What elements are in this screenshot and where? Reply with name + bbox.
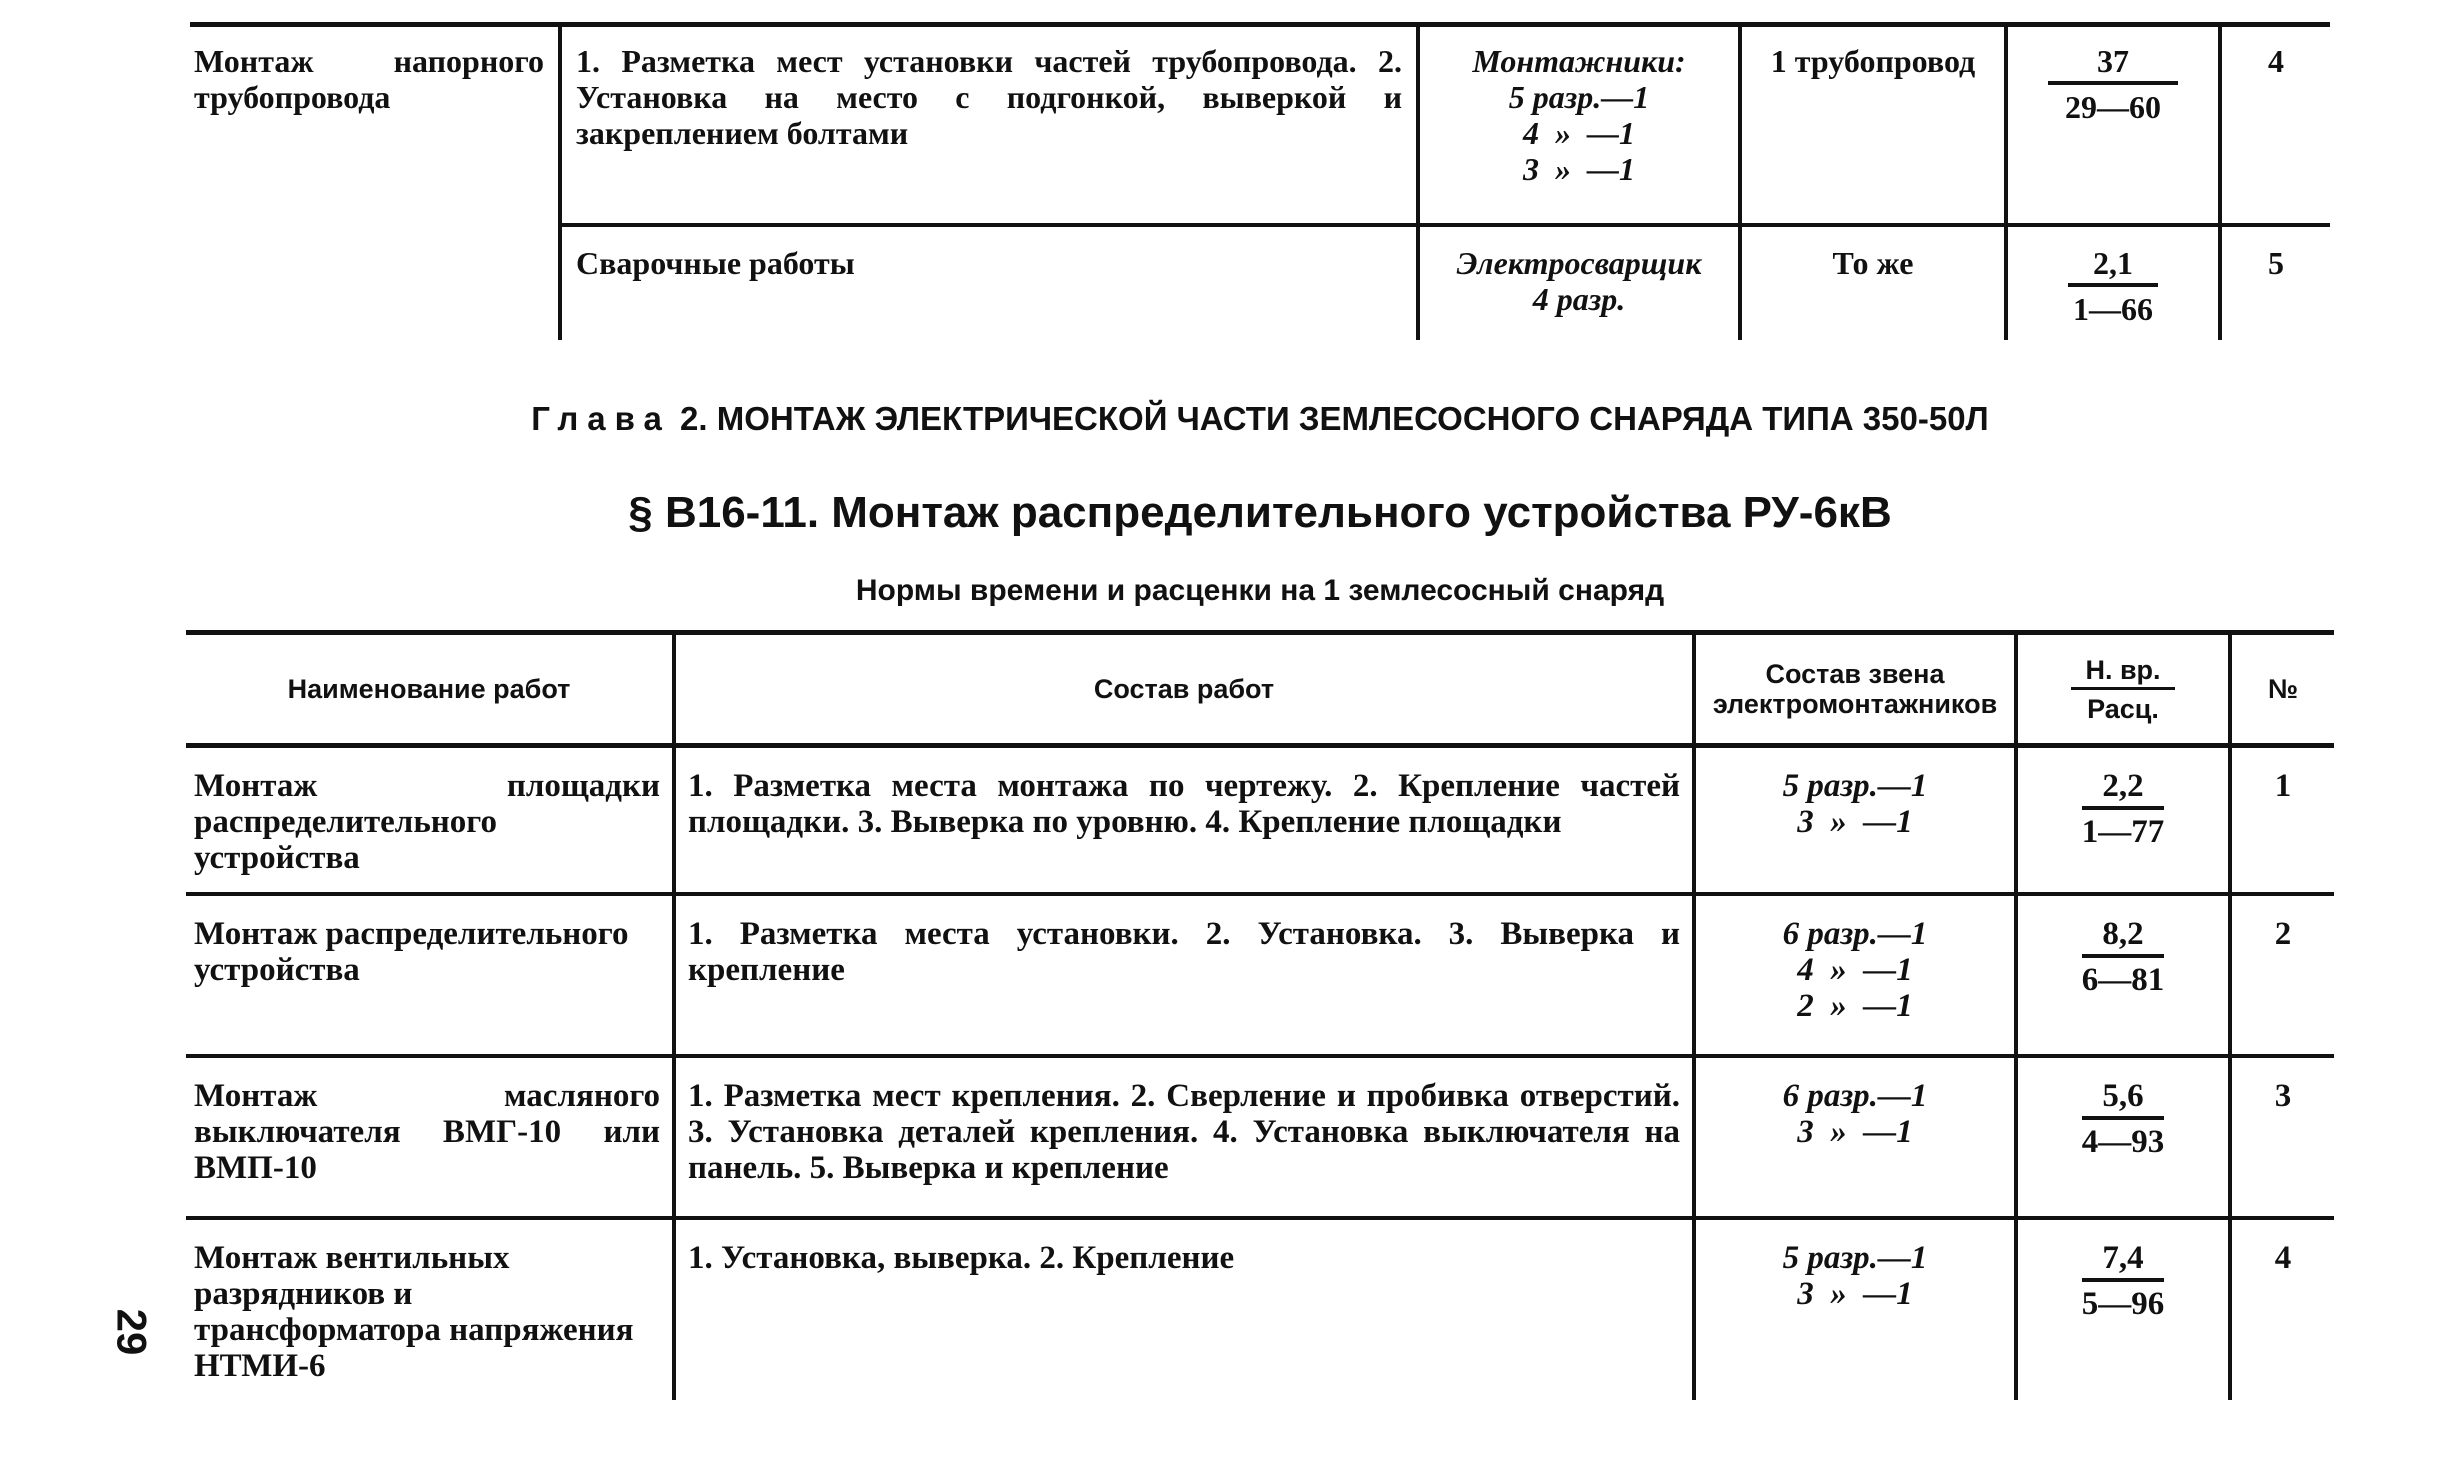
table-subtitle: Нормы времени и расценки на 1 землесосный снаряд <box>855 574 1665 607</box>
crew-line: 5 разр.—1 <box>1782 768 1928 804</box>
crew-title: Монтажники: <box>1472 43 1686 79</box>
price: 1—77 <box>2081 814 2165 850</box>
header-composition: Состав работ <box>674 633 1694 746</box>
price: 29—60 <box>2065 89 2161 125</box>
table-row <box>190 225 2330 340</box>
row-number: 3 <box>2230 1056 2334 1218</box>
norm-price <box>2016 746 2230 895</box>
work-name <box>190 225 560 340</box>
work-name: Монтаж вентильных разрядников и трансформатора напряжения НТМИ-6 <box>186 1218 674 1400</box>
header-price: Расц. <box>2087 693 2159 724</box>
chapter-lead: Глава <box>531 400 671 437</box>
work-composition: Сварочные работы <box>560 225 1418 340</box>
work-name: Монтаж распределительного устройства <box>186 894 674 1056</box>
crew-line: 4 разр. <box>1532 281 1626 317</box>
time-norm: 37 <box>2048 43 2178 85</box>
chapter-title: 2. МОНТАЖ ЭЛЕКТРИЧЕСКОЙ ЧАСТИ ЗЕМЛЕСОСНОГО СНАРЯДА ТИПА 350-50Л <box>680 400 1989 437</box>
price: 6—81 <box>2081 962 2165 998</box>
crew-line: 2 » —1 <box>1797 988 1913 1024</box>
norm-price <box>2016 1218 2230 1400</box>
crew-cell <box>1418 225 1740 340</box>
header-number: № <box>2230 633 2334 746</box>
crew-line: 3 » —1 <box>1523 151 1635 187</box>
work-composition: 1. Разметка места установки. 2. Установка. 3. Выверка и крепление <box>674 894 1694 1056</box>
crew-cell <box>1694 894 2016 1056</box>
work-name: Монтаж площадки распределительного устройства <box>194 768 660 876</box>
price: 4—93 <box>2081 1124 2165 1160</box>
crew-line: 4 » —1 <box>1523 115 1635 151</box>
table-row <box>186 894 2334 1056</box>
header-crew: Состав звена электромонтажников <box>1694 633 2016 746</box>
work-composition: 1. Разметка места монтажа по чертежу. 2. Крепление частей площадки. 3. Выверка по уровню. 4. Крепление площадки <box>674 746 1694 895</box>
section-title: § В16-11. Монтаж распределительного устройства РУ-6кВ <box>628 488 1892 537</box>
crew-line: 4 » —1 <box>1797 952 1913 988</box>
crew-line: 3 » —1 <box>1797 1276 1913 1312</box>
meter-unit: 1 трубопровод <box>1740 25 2006 226</box>
crew-cell <box>1694 746 2016 895</box>
work-composition: 1. Установка, выверка. 2. Крепление <box>674 1218 1694 1400</box>
crew-line: 6 разр.—1 <box>1782 1078 1928 1114</box>
row-number: 2 <box>2230 894 2334 1056</box>
header-time-norm: Н. вр. <box>2071 655 2174 690</box>
table-header-row <box>186 633 2334 746</box>
crew-line: 3 » —1 <box>1797 804 1913 840</box>
row-number: 1 <box>2230 746 2334 895</box>
header-norm-price <box>2016 633 2230 746</box>
crew-line: 5 разр.—1 <box>1782 1240 1928 1276</box>
table-row <box>190 25 2330 226</box>
time-norm: 2,2 <box>2082 768 2165 810</box>
row-number: 4 <box>2230 1218 2334 1400</box>
work-composition: 1. Разметка мест установки частей трубопровода. 2. Установка на место с подгонкой, выверкой и закреплением болтами <box>560 25 1418 226</box>
row-number: 4 <box>2220 25 2330 226</box>
time-norm: 2,1 <box>2068 245 2158 287</box>
crew-cell <box>1694 1056 2016 1218</box>
price: 1—66 <box>2073 291 2153 327</box>
work-name: Монтаж напорного трубопровода <box>190 25 560 226</box>
norm-price <box>2016 1056 2230 1218</box>
work-name: Монтаж масляного выключателя ВМГ-10 или ВМП-10 <box>186 1056 674 1218</box>
table-row <box>186 1056 2334 1218</box>
norm-price <box>2006 225 2220 340</box>
time-norm: 7,4 <box>2082 1240 2165 1282</box>
crew-line: 3 » —1 <box>1797 1114 1913 1150</box>
work-composition: 1. Разметка мест крепления. 2. Сверление и пробивка отверстий. 3. Установка деталей крепления. 4. Установка выключателя на панель. 5. Выверка и крепление <box>674 1056 1694 1218</box>
crew-line: 6 разр.—1 <box>1782 916 1928 952</box>
norm-price <box>2006 25 2220 226</box>
crew-cell <box>1418 25 1740 226</box>
crew-line: 5 разр.—1 <box>1508 79 1650 115</box>
crew-cell <box>1694 1218 2016 1400</box>
continuation-table <box>190 22 2330 340</box>
norm-price <box>2016 894 2230 1056</box>
page-number: 29 <box>108 1308 156 1356</box>
crew-title: Электросварщик <box>1456 245 1702 281</box>
row-number: 5 <box>2220 225 2330 340</box>
time-norm: 5,6 <box>2082 1078 2165 1120</box>
norms-table <box>186 630 2334 1400</box>
chapter-heading <box>190 400 2330 438</box>
time-norm: 8,2 <box>2082 916 2165 958</box>
price: 5—96 <box>2081 1286 2165 1322</box>
table-row <box>186 746 2334 895</box>
meter-unit: То же <box>1740 225 2006 340</box>
table-row <box>186 1218 2334 1400</box>
header-work-name: Наименование работ <box>186 633 674 746</box>
